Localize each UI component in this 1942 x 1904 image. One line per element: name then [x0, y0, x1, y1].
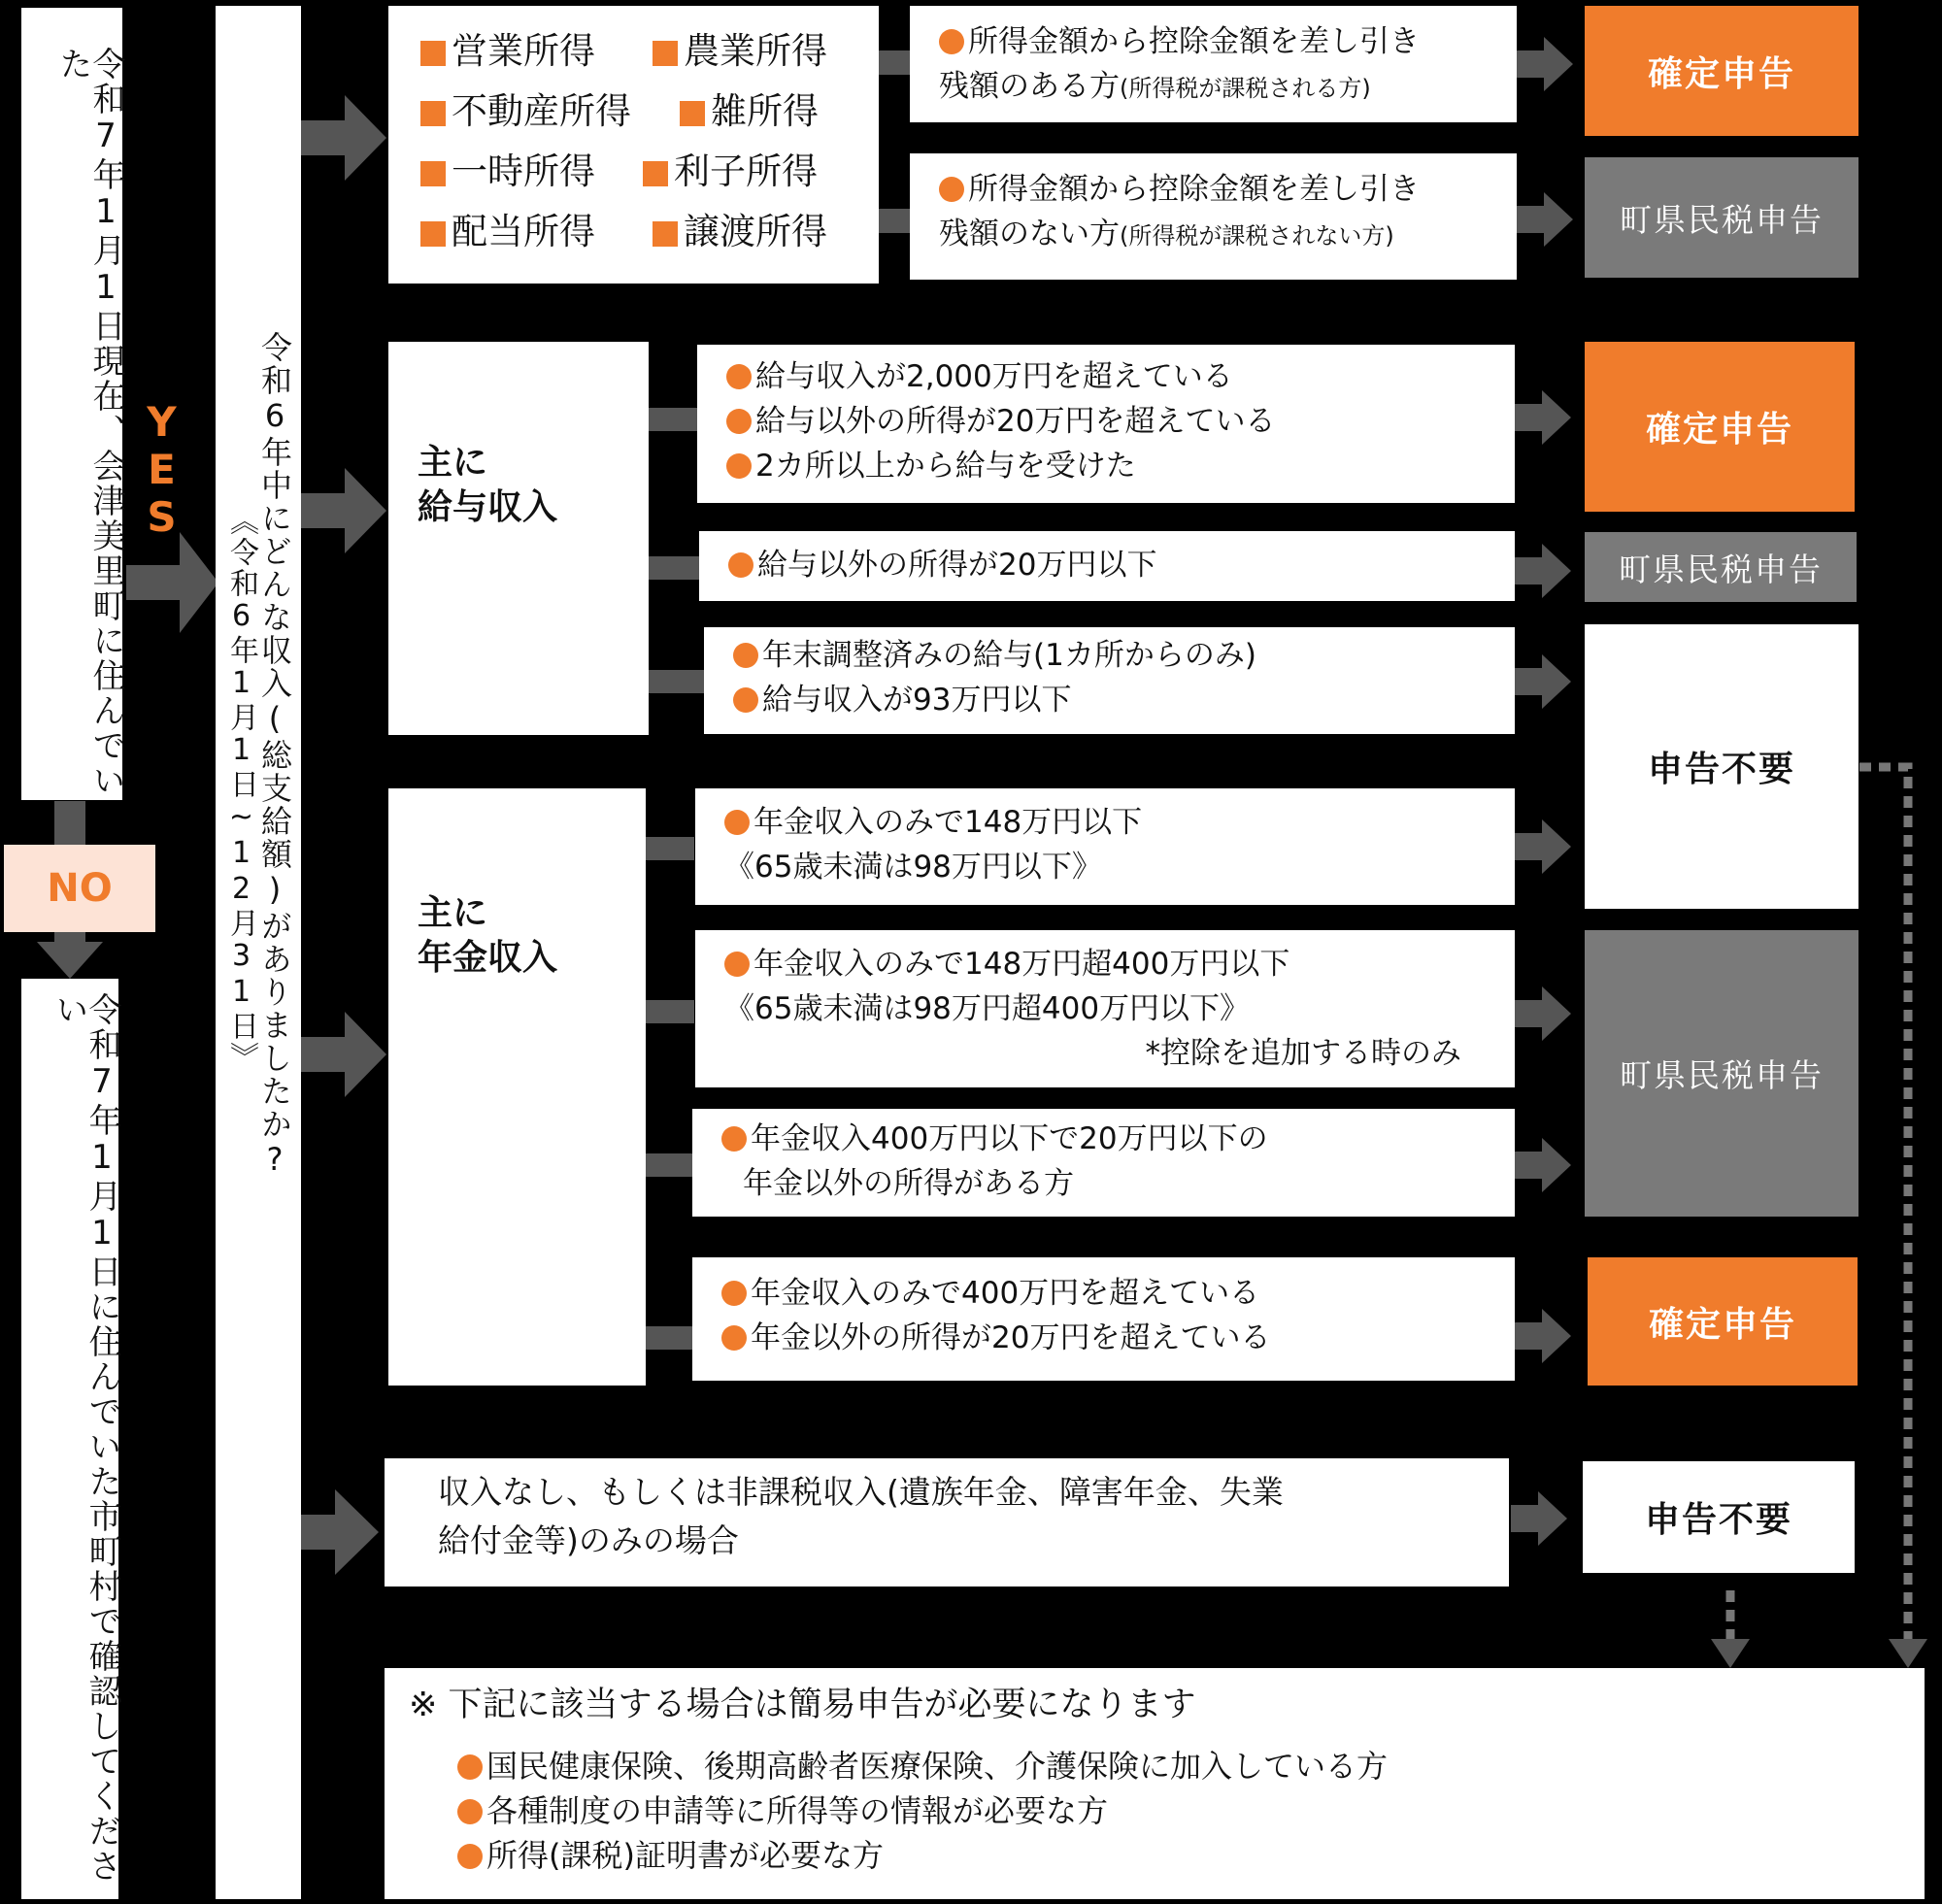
- no-income-text-2: 給付金等)のみの場合: [438, 1521, 739, 1559]
- result-resident-tax-2: 町県民税申告: [1585, 532, 1857, 602]
- income-type: 譲渡所得: [684, 211, 827, 252]
- salary-condition-1: 給与収入が2,000万円を超えている 給与以外の所得が20万円を超えている 2カ所以上から給与を受けた: [697, 345, 1515, 503]
- result-resident-tax-3: 町県民税申告: [1585, 930, 1858, 1217]
- income-type: 利子所得: [674, 150, 818, 192]
- bullet-icon: [733, 687, 758, 713]
- income-type-square-icon: [680, 101, 705, 126]
- note-item: 各種制度の申請等に所得等の情報が必要な方: [486, 1792, 1109, 1829]
- income-question-box: [216, 6, 301, 1899]
- income-type: 一時所得: [452, 150, 595, 192]
- salary-condition-2: 給与以外の所得が20万円以下: [699, 531, 1515, 601]
- bullet-icon: [721, 1281, 747, 1306]
- yes-label: YES: [138, 398, 185, 541]
- income-type-square-icon: [653, 221, 678, 247]
- income-type-square-icon: [643, 161, 668, 186]
- bullet-icon: [728, 552, 753, 578]
- no-result-text: 令和7年1月1日に住んでいた市町村で確認してください: [50, 992, 121, 1884]
- bullet-icon: [726, 409, 752, 434]
- result-no-filing: 申告不要: [1585, 624, 1858, 909]
- simple-filing-note: [385, 1668, 1925, 1899]
- income-question: 令和6年中にどんな収入(総支給額)がありましたか?: [256, 331, 293, 1180]
- pension-category: 主に 年金収入: [418, 893, 558, 978]
- bullet-icon: [721, 1325, 747, 1351]
- residence-question-box: [21, 8, 125, 800]
- salary-category: 主に 給与収入: [418, 443, 558, 527]
- bullet-icon: [721, 1126, 747, 1152]
- note-item: 国民健康保険、後期高齢者医療保険、介護保険に加入している方: [486, 1748, 1389, 1785]
- income-condition-taxable: 所得金額から控除金額を差し引き 残額のある方(所得税が課税される方): [910, 6, 1517, 122]
- no-result-box: [21, 979, 121, 1899]
- bullet-icon: [724, 952, 750, 977]
- bullet-icon: [724, 810, 750, 835]
- income-type: 雑所得: [711, 90, 819, 132]
- result-final-return-2: 確定申告: [1585, 342, 1855, 512]
- residence-question: 令和7年1月1日現在、会津美里町に住んでいた: [53, 47, 125, 798]
- bullet-icon: [457, 1754, 483, 1780]
- no-income-text-1: 収入なし、もしくは非課税収入(遺族年金、障害年金、失業: [438, 1473, 1284, 1511]
- bullet-icon: [939, 29, 964, 54]
- no-income-box: [385, 1458, 1509, 1587]
- income-type-square-icon: [420, 221, 446, 247]
- note-title: ※ 下記に該当する場合は簡易申告が必要になります: [409, 1686, 1196, 1724]
- income-type: 不動産所得: [452, 90, 631, 132]
- pension-condition-4: 年金収入のみで400万円を超えている 年金以外の所得が20万円を超えている: [692, 1257, 1515, 1381]
- bullet-icon: [457, 1799, 483, 1824]
- result-final-return-1: 確定申告: [1585, 6, 1858, 136]
- result-final-return-3: 確定申告: [1588, 1257, 1858, 1386]
- pension-condition-1: 年金収入のみで148万円以下 《65歳未満は98万円以下》: [695, 788, 1515, 905]
- income-type: 営業所得: [452, 30, 595, 72]
- pension-condition-2: 年金収入のみで148万円超400万円以下 《65歳未満は98万円超400万円以下》 *控除を追加する時のみ: [695, 930, 1515, 1087]
- note-item: 所得(課税)証明書が必要な方: [486, 1837, 884, 1874]
- result-resident-tax-1: 町県民税申告: [1585, 157, 1858, 278]
- pension-condition-3: 年金収入400万円以下で20万円以下の 年金以外の所得がある方: [692, 1109, 1515, 1217]
- income-type-square-icon: [653, 41, 678, 66]
- salary-category-box: [388, 342, 649, 735]
- income-type-square-icon: [420, 41, 446, 66]
- income-type-square-icon: [420, 161, 446, 186]
- income-types-box: [388, 6, 879, 284]
- result-no-filing-2: 申告不要: [1583, 1461, 1855, 1573]
- no-label: NO: [47, 866, 113, 911]
- income-condition-nontaxable: 所得金額から控除金額を差し引き 残額のない方(所得税が課税されない方): [910, 153, 1517, 280]
- no-label-box: [4, 845, 155, 932]
- income-period: 《令和6年1月1日~12月31日》: [224, 506, 258, 1073]
- income-type: 配当所得: [452, 211, 595, 252]
- bullet-icon: [726, 453, 752, 479]
- salary-condition-3: 年末調整済みの給与(1カ所からのみ) 給与収入が93万円以下: [704, 627, 1515, 734]
- bullet-icon: [733, 643, 758, 668]
- bullet-icon: [457, 1844, 483, 1869]
- bullet-icon: [726, 364, 752, 389]
- pension-category-box: [388, 788, 646, 1386]
- income-type: 農業所得: [684, 30, 827, 72]
- income-type-square-icon: [420, 101, 446, 126]
- bullet-icon: [939, 177, 964, 202]
